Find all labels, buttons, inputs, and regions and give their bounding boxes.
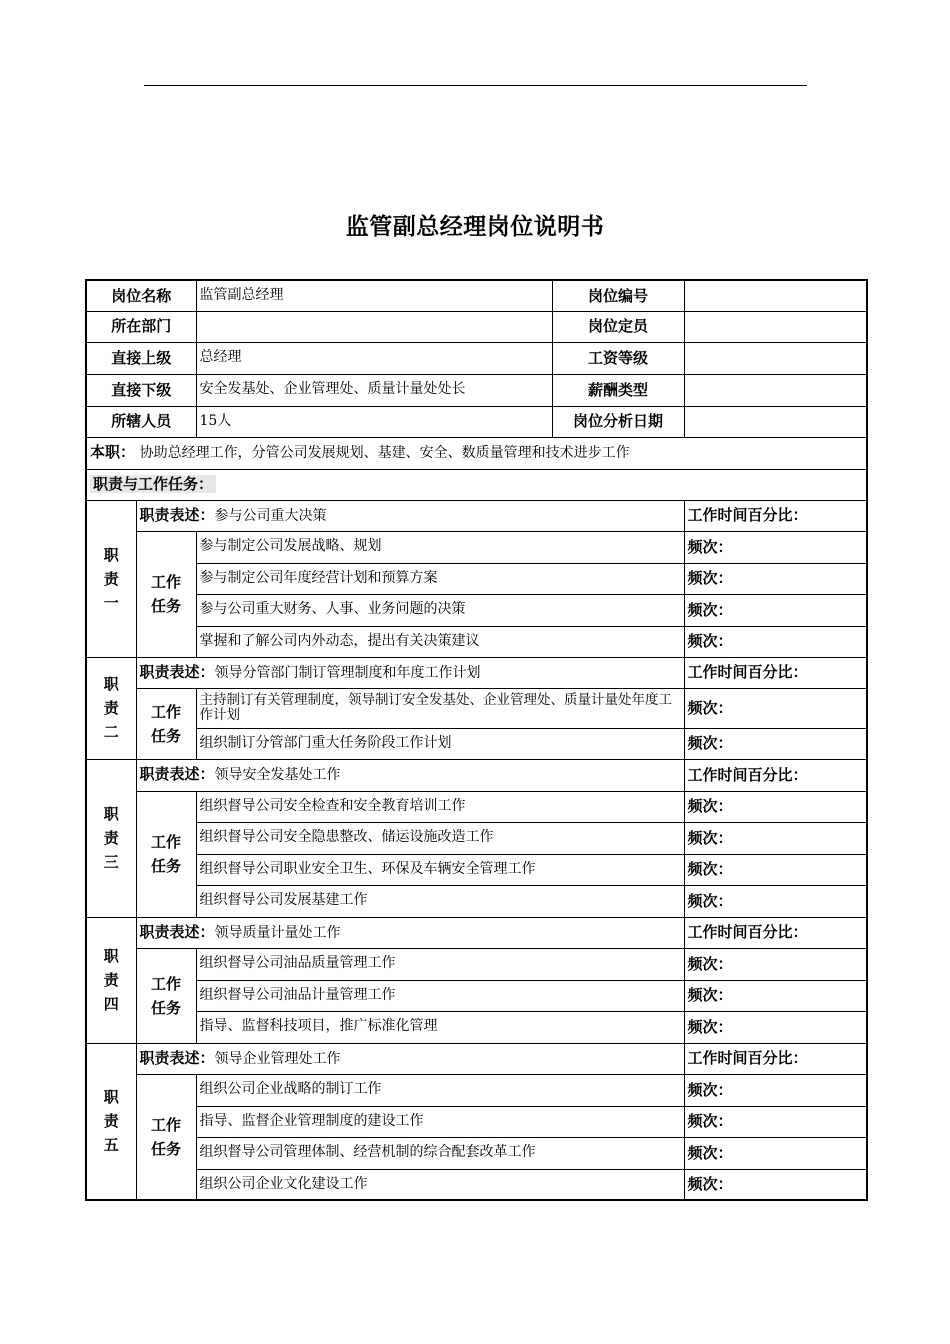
task-text: 组织督导公司油品质量管理工作 [196,948,684,980]
info-label: 岗位编号 [552,280,684,311]
task-text: 指导、监督科技项目，推广标准化管理 [196,1011,684,1043]
time-percent-label: 工作时间百分比： [684,657,867,688]
duty-desc: 职责表述：领导分管部门制订管理制度和年度工作计划 [136,657,684,688]
info-row [86,311,867,342]
work-task-label: 工作 任务 [136,791,196,917]
task-row [86,980,867,1011]
frequency-label: 频次： [684,791,867,822]
task-text: 组织公司企业战略的制订工作 [196,1074,684,1106]
task-text: 主持制订有关管理制度，领导制订安全发基处、企业管理处、质量计量处年度工作计划 [196,688,684,728]
info-label: 直接上级 [86,342,196,374]
task-row [86,1137,867,1169]
info-row [86,374,867,406]
duty-label: 职 责 四 [86,917,136,1043]
section-label: 职责与工作任务： [90,475,216,493]
frequency-label: 频次： [684,854,867,885]
task-text: 组织督导公司油品计量管理工作 [196,980,684,1011]
info-value [684,374,867,406]
info-label: 所在部门 [86,311,196,342]
frequency-label: 频次： [684,1011,867,1043]
main-duty-text: 协助总经理工作，分管公司发展规划、基建、安全、数质量管理和技术进步工作 [139,445,630,462]
duty-desc: 职责表述：领导质量计量处工作 [136,917,684,948]
info-label: 所辖人员 [86,406,196,437]
duty-label: 职 责 五 [86,1043,136,1200]
task-text: 组织督导公司发展基建工作 [196,885,684,917]
frequency-label: 频次： [684,594,867,626]
work-task-label: 工作 任务 [136,948,196,1043]
info-value [684,280,867,311]
frequency-label: 频次： [684,626,867,657]
frequency-label: 频次： [684,563,867,594]
task-row [86,1106,867,1137]
task-row [86,1074,867,1106]
info-label: 直接下级 [86,374,196,406]
task-text: 组织制订分管部门重大任务阶段工作计划 [196,728,684,759]
section-header-cell [86,469,867,500]
main-duty-label: 本职： [90,443,136,462]
duty-desc: 职责表述：领导安全发基处工作 [136,759,684,791]
duty-desc-row [86,500,867,531]
time-percent-label: 工作时间百分比： [684,917,867,948]
info-row [86,406,867,437]
task-text: 参与制定公司发展战略、规划 [196,531,684,563]
time-percent-label: 工作时间百分比： [684,1043,867,1074]
task-text: 组织公司企业文化建设工作 [196,1169,684,1200]
work-task-label: 工作 任务 [136,1074,196,1200]
main-duty-cell [86,437,867,469]
frequency-label: 频次： [684,728,867,759]
duty-desc-row [86,917,867,948]
task-row [86,1169,867,1200]
info-label: 岗位名称 [86,280,196,311]
task-text: 组织督导公司安全检查和安全教育培训工作 [196,791,684,822]
task-row [86,531,867,563]
frequency-label: 频次： [684,822,867,854]
info-label: 工资等级 [552,342,684,374]
duty-desc: 职责表述：参与公司重大决策 [136,500,684,531]
info-value: 安全发基处、企业管理处、质量计量处处长 [196,374,552,406]
info-row [86,280,867,311]
info-value [684,406,867,437]
duty-desc-row [86,1043,867,1074]
task-text: 组织督导公司职业安全卫生、环保及车辆安全管理工作 [196,854,684,885]
frequency-label: 频次： [684,980,867,1011]
duty-desc-row [86,759,867,791]
task-text: 指导、监督企业管理制度的建设工作 [196,1106,684,1137]
task-row [86,822,867,854]
frequency-label: 频次： [684,948,867,980]
frequency-label: 频次： [684,1074,867,1106]
work-task-label: 工作 任务 [136,531,196,657]
task-row [86,885,867,917]
duty-desc-row [86,657,867,688]
info-value [684,311,867,342]
duty-label: 职 责 二 [86,657,136,759]
frequency-label: 频次： [684,885,867,917]
info-value [196,311,552,342]
task-text: 掌握和了解公司内外动态，提出有关决策建议 [196,626,684,657]
task-row [86,791,867,822]
frequency-label: 频次： [684,1106,867,1137]
task-text: 参与公司重大财务、人事、业务问题的决策 [196,594,684,626]
section-header-row [86,469,867,500]
task-text: 组织督导公司安全隐患整改、储运设施改造工作 [196,822,684,854]
info-label: 薪酬类型 [552,374,684,406]
duty-label: 职 责 一 [86,500,136,657]
document-title: 监管副总经理岗位说明书 [345,214,605,240]
info-value: 15人 [196,406,552,437]
info-value: 监管副总经理 [196,280,552,311]
info-label: 岗位分析日期 [552,406,684,437]
task-row [86,728,867,759]
task-row [86,1011,867,1043]
header-rule [144,85,807,86]
info-label: 岗位定员 [552,311,684,342]
time-percent-label: 工作时间百分比： [684,500,867,531]
info-row [86,342,867,374]
task-row [86,854,867,885]
duty-desc: 职责表述：领导企业管理处工作 [136,1043,684,1074]
task-row [86,948,867,980]
info-value [684,342,867,374]
task-row [86,563,867,594]
task-row [86,594,867,626]
frequency-label: 频次： [684,688,867,728]
main-duty-row [86,437,867,469]
task-text: 组织督导公司管理体制、经营机制的综合配套改革工作 [196,1137,684,1169]
duty-label: 职 责 三 [86,759,136,917]
info-value: 总经理 [196,342,552,374]
job-description-table [85,279,868,1201]
frequency-label: 频次： [684,531,867,563]
task-row [86,626,867,657]
frequency-label: 频次： [684,1169,867,1200]
task-row [86,688,867,728]
task-text: 参与制定公司年度经营计划和预算方案 [196,563,684,594]
frequency-label: 频次： [684,1137,867,1169]
work-task-label: 工作 任务 [136,688,196,759]
time-percent-label: 工作时间百分比： [684,759,867,791]
